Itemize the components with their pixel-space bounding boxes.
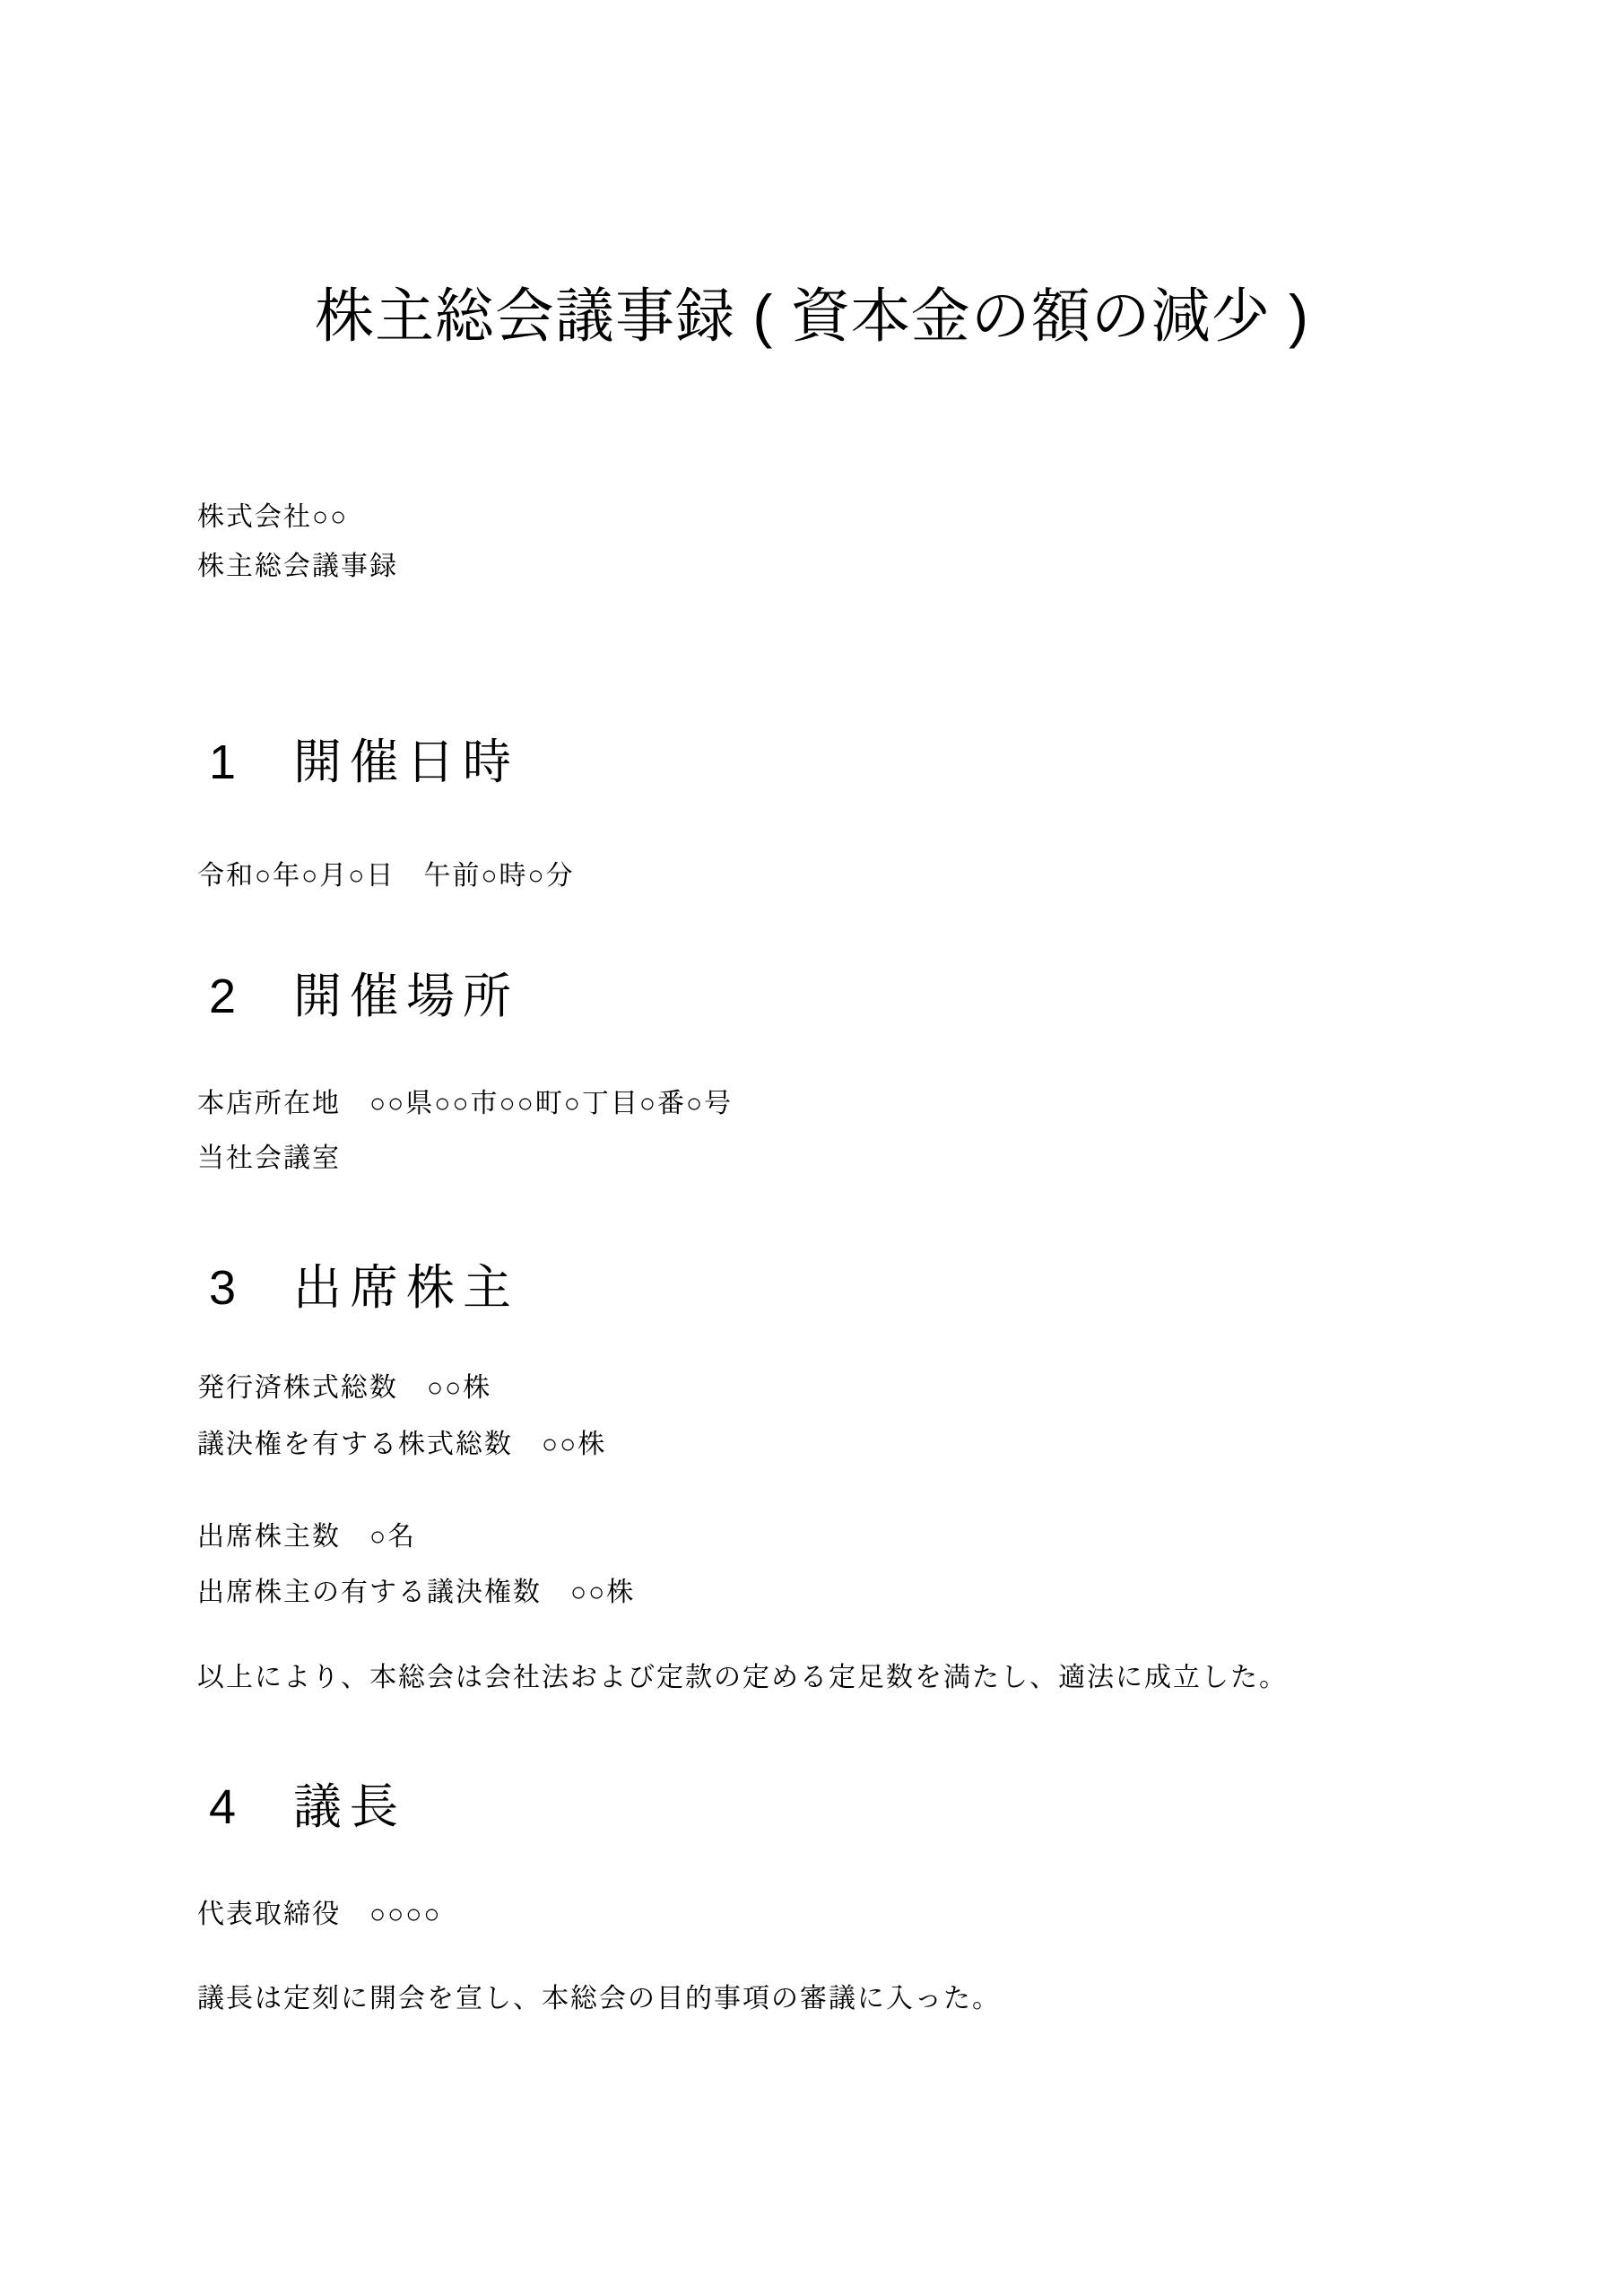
section-1-heading — [209, 735, 519, 790]
representative-director-line: 代表取締役 ○○○○ — [197, 1900, 442, 1929]
section-3-number: 3 — [209, 1261, 237, 1315]
section-1-number: 1 — [209, 735, 237, 789]
meeting-datetime-line: 令和○年○月○日 午前○時○分 — [197, 861, 575, 891]
section-2-number: 2 — [209, 970, 237, 1023]
meeting-room-line: 当社会議室 — [197, 1144, 341, 1173]
section-2-heading — [209, 969, 519, 1024]
section-4-heading — [209, 1779, 406, 1835]
quorum-statement-line: 以上により、本総会は会社法および定款の定める定足数を満たし、適法に成立した。 — [197, 1663, 1288, 1692]
document-title: 株主総会議事録 ( 資本金の額の減少 ) — [315, 283, 1309, 349]
document-type-label: 株主総会議事録 — [197, 552, 398, 581]
opening-declaration-line: 議長は定刻に開会を宣し、本総会の目的事項の審議に入った。 — [197, 1984, 1001, 2013]
voting-shares-line: 議決権を有する株式総数 ○○株 — [197, 1430, 607, 1459]
section-4-title: 議長 — [293, 1780, 406, 1834]
section-4-number: 4 — [209, 1780, 237, 1834]
head-office-address-line: 本店所在地 ○○県○○市○○町○丁目○番○号 — [197, 1089, 734, 1118]
issued-shares-line: 発行済株式総数 ○○株 — [197, 1373, 492, 1403]
section-3-title: 出席株主 — [293, 1261, 519, 1315]
attending-voting-rights-line: 出席株主の有する議決権数 ○○株 — [197, 1578, 636, 1607]
attending-shareholders-count-line: 出席株主数 ○名 — [197, 1522, 417, 1552]
company-name: 株式会社○○ — [197, 502, 349, 532]
section-2-title: 開催場所 — [293, 970, 519, 1023]
section-1-title: 開催日時 — [293, 735, 519, 789]
section-3-heading — [209, 1260, 519, 1316]
